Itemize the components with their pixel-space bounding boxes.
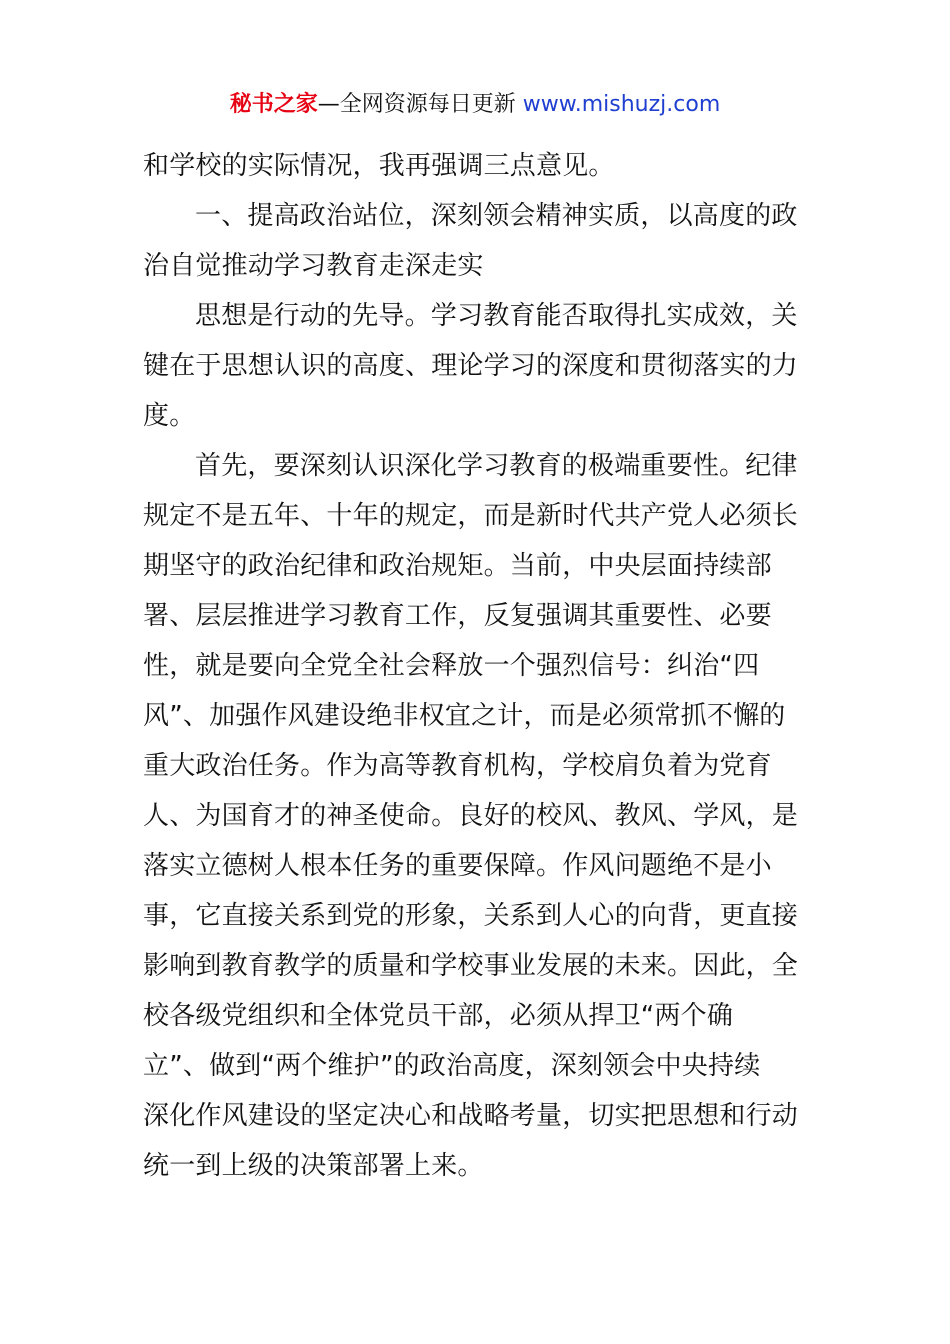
text-line: 规定不是五年、十年的规定，而是新时代共产党人必须长: [143, 501, 799, 531]
site-header: [0, 88, 950, 122]
text-line: 校各级党组织和全体党员干部，必须从捍卫“两个确: [143, 1001, 734, 1031]
text-line: 立”、做到“两个维护”的政治高度，深刻领会中央持续: [143, 1051, 761, 1081]
text-line: 性，就是要向全党全社会释放一个强烈信号：纠治“四: [143, 651, 760, 681]
section-heading-line: 一、提高政治站位，深刻领会精神实质，以高度的政: [195, 201, 798, 231]
text-line: 人、为国育才的神圣使命。良好的校风、教风、学风，是: [143, 801, 799, 831]
text-line: 深化作风建设的坚定决心和战略考量，切实把思想和行动: [143, 1101, 799, 1131]
section-heading-line: 治自觉推动学习教育走深走实: [143, 251, 484, 281]
text-line: 风”、加强作风建设绝非权宜之计，而是必须常抓不懈的: [143, 701, 786, 731]
text-line: 度。: [143, 401, 196, 431]
text-line: 键在于思想认识的高度、理论学习的深度和贯彻落实的力: [143, 351, 799, 381]
site-url-link[interactable]: www.mishuzj.com: [522, 92, 721, 117]
text-line: 思想是行动的先导。学习教育能否取得扎实成效，关: [195, 301, 798, 331]
text-line: 期坚守的政治纪律和政治规矩。当前，中央层面持续部: [143, 551, 772, 581]
text-line: 影响到教育教学的质量和学校事业发展的未来。因此，全: [143, 951, 799, 981]
text-line: 事，它直接关系到党的形象，关系到人心的向背，更直接: [143, 901, 799, 931]
text-line: 统一到上级的决策部署上来。: [143, 1151, 484, 1181]
text-line: 落实立德树人根本任务的重要保障。作风问题绝不是小: [143, 851, 772, 881]
text-line: 首先，要深刻认识深化学习教育的极端重要性。纪律: [195, 451, 798, 481]
brand-name: 秘书之家: [229, 92, 318, 117]
header-slogan: —全网资源每日更新: [317, 92, 516, 117]
text-line: 和学校的实际情况，我再强调三点意见。: [143, 151, 615, 181]
document-body: [143, 141, 811, 1191]
text-line: 重大政治任务。作为高等教育机构，学校肩负着为党育: [143, 751, 772, 781]
text-line: 署、层层推进学习教育工作，反复强调其重要性、必要: [143, 601, 772, 631]
